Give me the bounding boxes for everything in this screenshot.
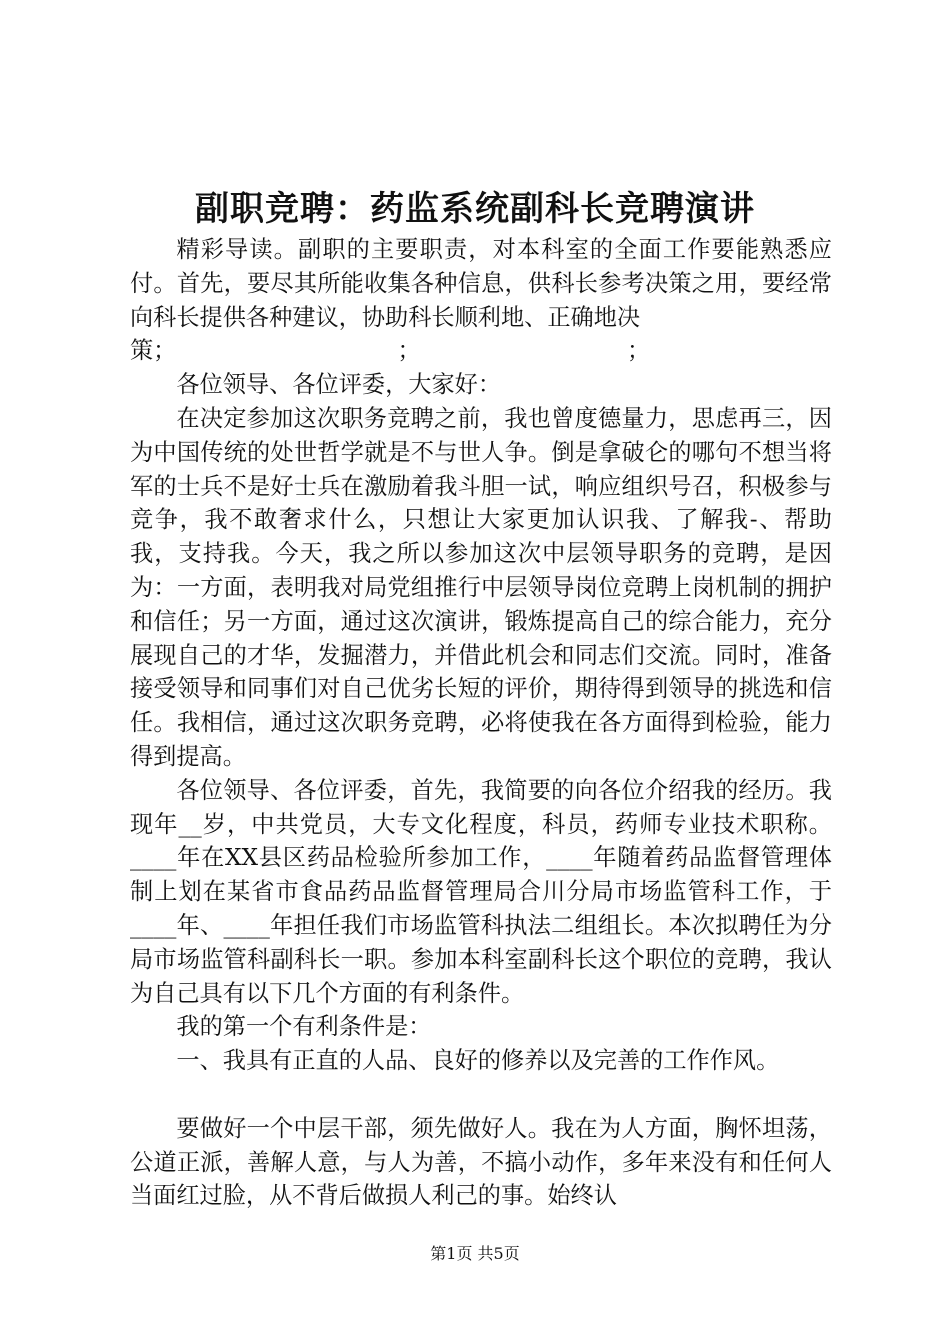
document-title: 副职竞聘：药监系统副科长竞聘演讲 bbox=[195, 189, 755, 229]
document-body bbox=[130, 233, 832, 1213]
paragraph-intro: 精彩导读。副职的主要职责，对本科室的全面工作要能熟悉应付。首先，要尽其所能收集各种信息，供科长参考决策之用，要经常向科长提供各种建议，协助科长顺利地、正确地决 bbox=[130, 236, 832, 331]
paragraph-first-advantage-heading: 一、我具有正直的人品、良好的修养以及完善的工作作风。 bbox=[176, 1047, 780, 1075]
paragraph-greeting: 各位领导、各位评委，大家好： bbox=[176, 371, 502, 399]
blank-line bbox=[130, 1078, 832, 1112]
paragraph-background: 各位领导、各位评委，首先，我简要的向各位介绍我的经历。我现年__岁，中共党员，大专文化程度，科员，药师专业技术职称。____年在XX县区药品检验所参加工作，____年随着药品监督管理体制上划在某省市食品药品监督管理局合川分局市场监管科工作，于____年、____年担任我们市场监管科执法二组组长。本次拟聘任为分局市场监管科副科长一职。参加本科室副科长这个职位的竞聘，我认为自己具有以下几个方面的有利条件。 bbox=[130, 776, 832, 1007]
page-footer: 第1页 共5页 bbox=[430, 1244, 520, 1263]
paragraph-character: 要做好一个中层干部，须先做好人。我在为人方面，胸怀坦荡，公道正派，善解人意，与人为善，不搞小动作，多年来没有和任何人当面红过脸，从不背后做损人利己的事。始终认 bbox=[130, 1114, 832, 1210]
paragraph-intro-continued: 策； ； ； bbox=[130, 337, 651, 365]
paragraph-first-advantage-lead: 我的第一个有利条件是： bbox=[176, 1013, 432, 1041]
paragraph-motivation: 在决定参加这次职务竞聘之前，我也曾度德量力，思虑再三，因为中国传统的处世哲学就是不与世人争。倒是拿破仑的哪句不想当将军的士兵不是好士兵在激励着我斗胆一试，响应组织号召，积极参与竞争，我不敢奢求什么，只想让大家更加认识我、了解我-、帮助我，支持我。今天，我之所以参加这次中层领导职务的竞聘，是因为：一方面，表明我对局党组推行中层领导岗位竞聘上岗机制的拥护和信任；另一方面，通过这次演讲，锻炼提高自己的综合能力，充分展现自己的才华，发掘潜力，并借此机会和同志们交流。同时，准备接受领导和同事们对自己优劣长短的评价，期待得到领导的挑选和信任。我相信，通过这次职务竞聘，必将使我在各方面得到检验，能力得到提高。 bbox=[130, 404, 832, 770]
